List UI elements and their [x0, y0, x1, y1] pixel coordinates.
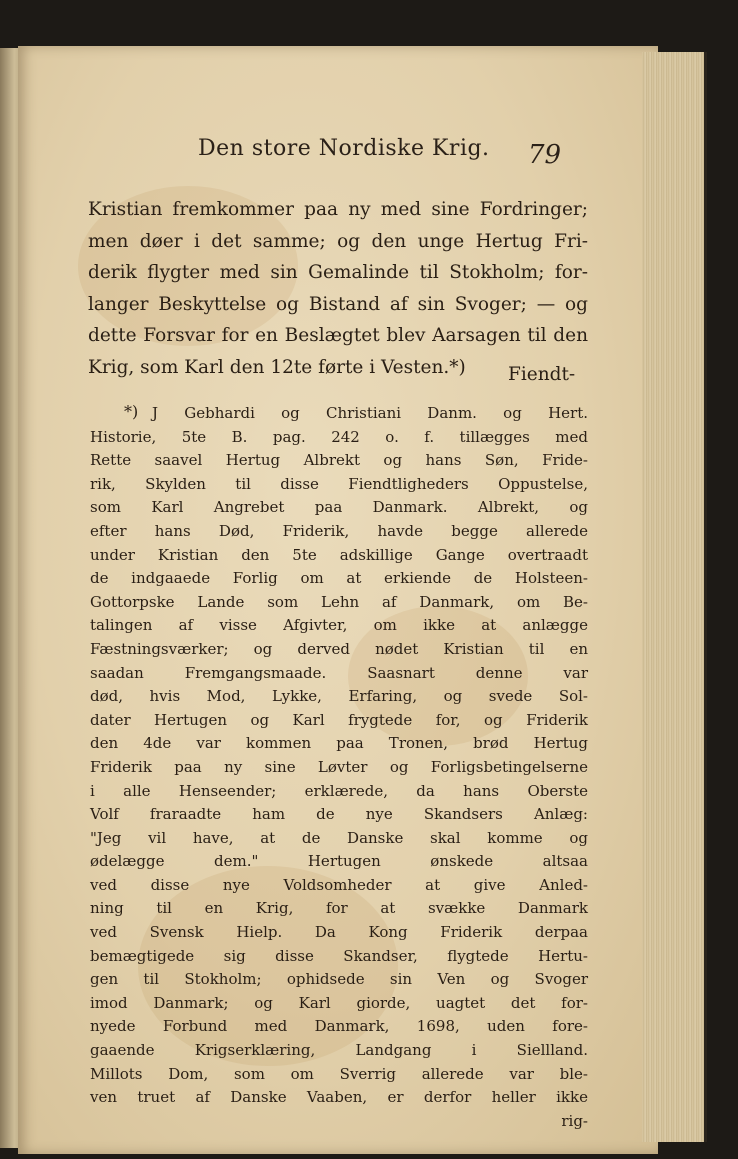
text-line: Kristian fremkommer paa ny med sine Fordringer; [88, 199, 588, 220]
footnote-line: "Jeg vil have, at de Danske skal komme og [90, 828, 588, 847]
footnote-line: imod Danmark; og Karl giorde, uagtet det for- [90, 993, 588, 1012]
footnote-line: Volf fraraadte ham de nye Skandsers Anlæg: [90, 805, 588, 824]
footnote-line: ved Svensk Hielp. Da Kong Friderik derpaa [90, 923, 588, 942]
page-block-edge [642, 52, 707, 1142]
text-line: men døer i det samme; og den unge Hertug Fri- [88, 230, 588, 252]
footnote-line: Fæstningsværker; og derved nødet Kristian til en [90, 639, 588, 658]
footnote-line: gaaende Krigserklæring, Landgang i Siellland. [90, 1041, 588, 1060]
footnote-line: saadan Fremgangsmaade. Saasnart denne var [90, 663, 588, 682]
footnote-line: ødelægge dem." Hertugen ønskede altsaa [90, 852, 588, 871]
footnote-line: som Karl Angrebet paa Danmark. Albrekt, og [90, 498, 588, 517]
main-text-block [88, 194, 588, 383]
footnote-line: efter hans Død, Friderik, havde begge allerede [90, 521, 588, 540]
footnote-line: Friderik paa ny sine Løvter og Forligsbetingelserne [90, 757, 588, 776]
footnote-line: dater Hertugen og Karl frygtede for, og Friderik [90, 710, 588, 729]
catchword: Fiendt- [508, 364, 576, 385]
text-line: derik flygter med sin Gemalinde til Stokholm; for- [88, 262, 588, 283]
footnote-line: rik, Skylden til disse Fiendtligheders Oppustelse, [90, 474, 588, 493]
footnote-line: de indgaaede Forlig om at erkiende de Holsteen- [90, 569, 588, 588]
text-line: Krig, som Karl den 12te førte i Vesten.*) [88, 356, 466, 378]
footnote-line: Historie, 5te B. pag. 242 o. f. tillægges med [90, 427, 588, 446]
footnote-line: ven truet af Danske Vaaben, er derfor heller ikke [90, 1088, 588, 1107]
footnote-line: den 4de var kommen paa Tronen, brød Hertug [90, 734, 588, 753]
footnote-line: nyede Forbund med Danmark, 1698, uden fore- [90, 1017, 588, 1036]
footnote-line: under Kristian den 5te adskillige Gange overtraadt [90, 545, 588, 564]
running-head: Den store Nordiske Krig. [198, 136, 490, 161]
footnote-line: Rette saavel Hertug Albrekt og hans Søn, Fride- [90, 451, 588, 470]
footnote-line: J Gebhardi og Christiani Danm. og Hert. [152, 404, 588, 422]
footnote [90, 402, 588, 1133]
footnote-line: ved disse nye Voldsomheder at give Anled- [90, 875, 588, 894]
text-line: langer Beskyttelse og Bistand af sin Svoger; — og [88, 293, 588, 315]
book-page [18, 46, 658, 1154]
text-line: dette Forsvar for en Beslægtet blev Aarsagen til den [88, 325, 588, 346]
footnote-line: Gottorpske Lande som Lehn af Danmark, om Be- [90, 592, 588, 611]
footnote-line: bemægtigede sig disse Skandser, flygtede Hertu- [90, 946, 588, 965]
page-header [18, 134, 658, 178]
page-number: 79 [528, 140, 562, 170]
footnote-line: Millots Dom, som om Sverrig allerede var ble- [90, 1064, 588, 1083]
footnote-line: ning til en Krig, for at svække Danmark [90, 899, 588, 918]
footnote-marker: *) [124, 402, 139, 421]
footnote-line: gen til Stokholm; ophidsede sin Ven og Svoger [90, 970, 588, 989]
footnote-line: i alle Henseender; erklærede, da hans Oberste [90, 781, 588, 800]
footnote-line: død, hvis Mod, Lykke, Erfaring, og svede Sol- [90, 687, 588, 706]
footnote-catchword: rig- [561, 1111, 588, 1130]
footnote-line: talingen af visse Afgivter, om ikke at anlægge [90, 616, 588, 635]
